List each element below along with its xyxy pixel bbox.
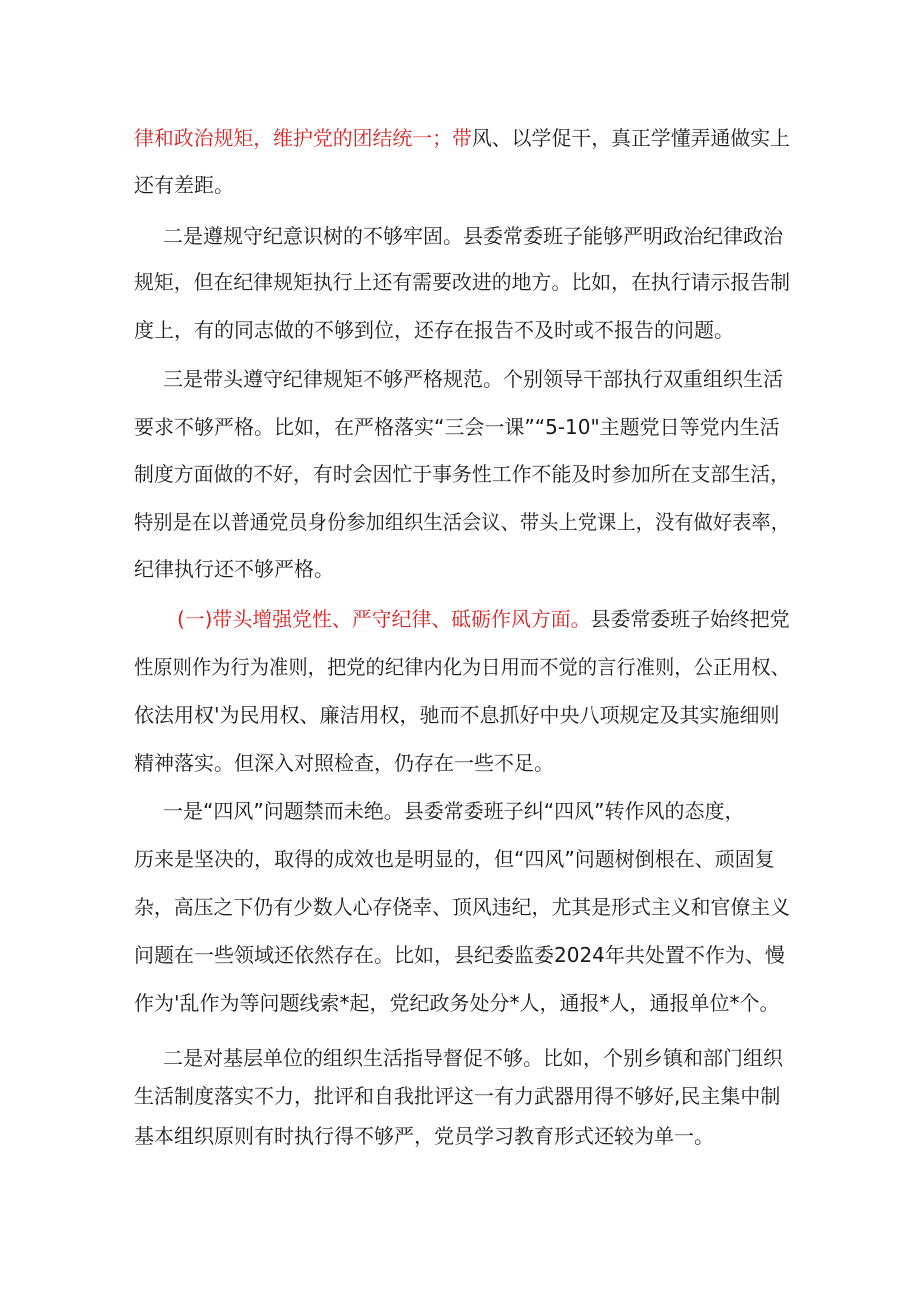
p5-line-3: 杂，高压之下仍有少数人心存侥幸、顶风违纪，尤其是形式主义和官僚主义: [134, 895, 790, 919]
p4-line-1: [177, 605, 790, 633]
p5-line-5: 作为'乱作为等问题线索*起，党纪政务处分*人，通报*人，通报单位*个。: [134, 991, 780, 1015]
body-text: 县委常委班子始终把党: [590, 607, 790, 631]
body-text: 风、以学促干，真正学懂弄通做实上: [471, 126, 790, 150]
p2-line-2: 规矩，但在纪律规矩执行上还有需要改进的地方。比如，在执行请示报告制: [134, 270, 790, 294]
p3-line-5: 纪律执行还不够严格。: [134, 557, 334, 581]
p1-line-1: [134, 124, 790, 152]
section-heading-red: (一)带头增强党性、严守纪律、砥砺作风方面。: [177, 607, 591, 631]
p2-line-1: 二是遵规守纪意识树的不够牢固。县委常委班子能够严明政治纪律政治: [163, 224, 783, 248]
p4-line-3: 依法用权'为民用权、廉洁用权，驰而不息抓好中央八项规定及其实施细则: [134, 703, 780, 727]
p6-line-1: 二是对基层单位的组织生活指导督促不够。比如，个别乡镇和部门组织: [163, 1046, 783, 1070]
p3-line-3: 制度方面做的不好，有时会因忙于事务性工作不能及时参加所在支部生活，: [134, 462, 790, 486]
p5-line-4: 问题在一些领域还依然存在。比如，县纪委监委2024年共处置不作为、慢: [134, 943, 785, 967]
p4-line-2: 性原则作为行为准则，把党的纪律内化为日用而不觉的言行准则，公正用权、: [134, 655, 790, 679]
p6-line-3: 基本组织原则有时执行得不够严，党员学习教育形式还较为单一。: [134, 1124, 714, 1148]
p4-line-4: 精神落实。但深入对照检查，仍存在一些不足。: [134, 751, 554, 775]
p5-line-1: 一是“四风”问题禁而未绝。县委常委班子纠“四风”转作风的态度，: [163, 799, 745, 823]
p6-line-2: 生活制度落实不力，批评和自我批评这一有力武器用得不够好,民主集中制: [134, 1084, 781, 1108]
red-highlight-text: 律和政治规矩，维护党的团结统一；带: [134, 126, 472, 150]
p5-line-2: 历来是坚决的，取得的成效也是明显的，但“四风”问题树倒根在、顽固复: [134, 847, 775, 871]
p3-line-1: 三是带头遵守纪律规矩不够严格规范。个别领导干部执行双重组织生活: [163, 367, 783, 391]
p3-line-2: 要求不够严格。比如，在严格落实“三会一课”“5-10"主题党日等党内生活: [134, 415, 780, 439]
p2-line-3: 度上，有的同志做的不够到位，还存在报告不及时或不报告的问题。: [134, 318, 734, 342]
p3-line-4: 特别是在以普通党员身份参加组织生活会议、带头上党课上，没有做好表率，: [134, 510, 790, 534]
p1-line-2: 还有差距。: [134, 173, 234, 197]
